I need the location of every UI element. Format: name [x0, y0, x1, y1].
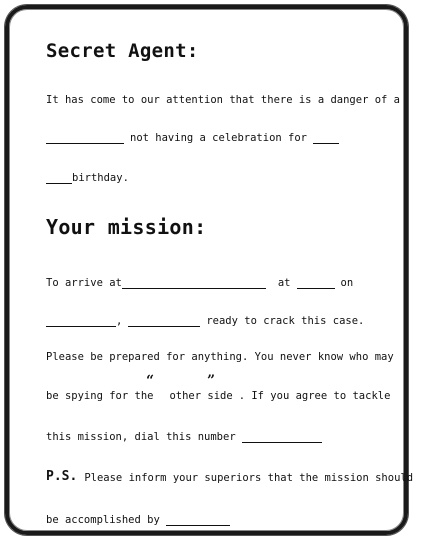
secret-agent-heading: Secret Agent: — [46, 40, 199, 62]
your-mission-heading: Your mission: — [46, 215, 207, 239]
location-blank[interactable] — [122, 276, 266, 289]
intro-line-3 — [46, 168, 129, 184]
mission-line-prepared — [46, 347, 394, 363]
mission-line-spying — [46, 386, 390, 402]
intro-text-3: birthday. — [72, 172, 129, 184]
ps-text-2: be accomplished by — [46, 514, 160, 526]
mission-line-date — [46, 311, 364, 327]
spying-text: be spying for the — [46, 390, 154, 402]
day-blank[interactable] — [46, 314, 116, 327]
intro-line-1 — [46, 90, 400, 106]
page-border — [5, 5, 408, 535]
open-quote: “ — [146, 373, 155, 389]
intro-text-2: not having a celebration for — [130, 132, 308, 144]
ps-line-2 — [46, 510, 230, 526]
other-side-text: other side — [169, 390, 233, 402]
arrive-text: To arrive at — [46, 277, 122, 289]
spying-suffix-text: . If you agree to tackle — [238, 390, 391, 402]
phone-blank[interactable] — [242, 430, 322, 443]
dial-text: this mission, dial this number — [46, 431, 236, 443]
ps-text-1: Please inform your superiors that the mission should — [84, 472, 414, 484]
time-blank[interactable] — [297, 276, 335, 289]
date-blank[interactable] — [128, 314, 200, 327]
close-quote: ” — [207, 373, 216, 389]
intro-text-1: It has come to our attention that there is a danger of a — [46, 94, 401, 106]
at-text: at — [277, 277, 291, 289]
ps-label: P.S. — [46, 469, 78, 484]
ps-line-1 — [46, 466, 413, 484]
comma-text: , — [116, 315, 123, 327]
prepared-text: Please be prepared for anything. You never know who may — [46, 351, 394, 363]
intro-line-2 — [46, 128, 339, 144]
on-text: on — [340, 277, 354, 289]
name-blank[interactable] — [46, 131, 124, 144]
mission-line-dial — [46, 427, 322, 443]
ready-text: ready to crack this case. — [206, 315, 365, 327]
ordinal-blank[interactable] — [46, 171, 72, 184]
mission-line-arrive — [46, 273, 353, 289]
deadline-blank[interactable] — [166, 513, 230, 526]
age-blank[interactable] — [313, 131, 339, 144]
